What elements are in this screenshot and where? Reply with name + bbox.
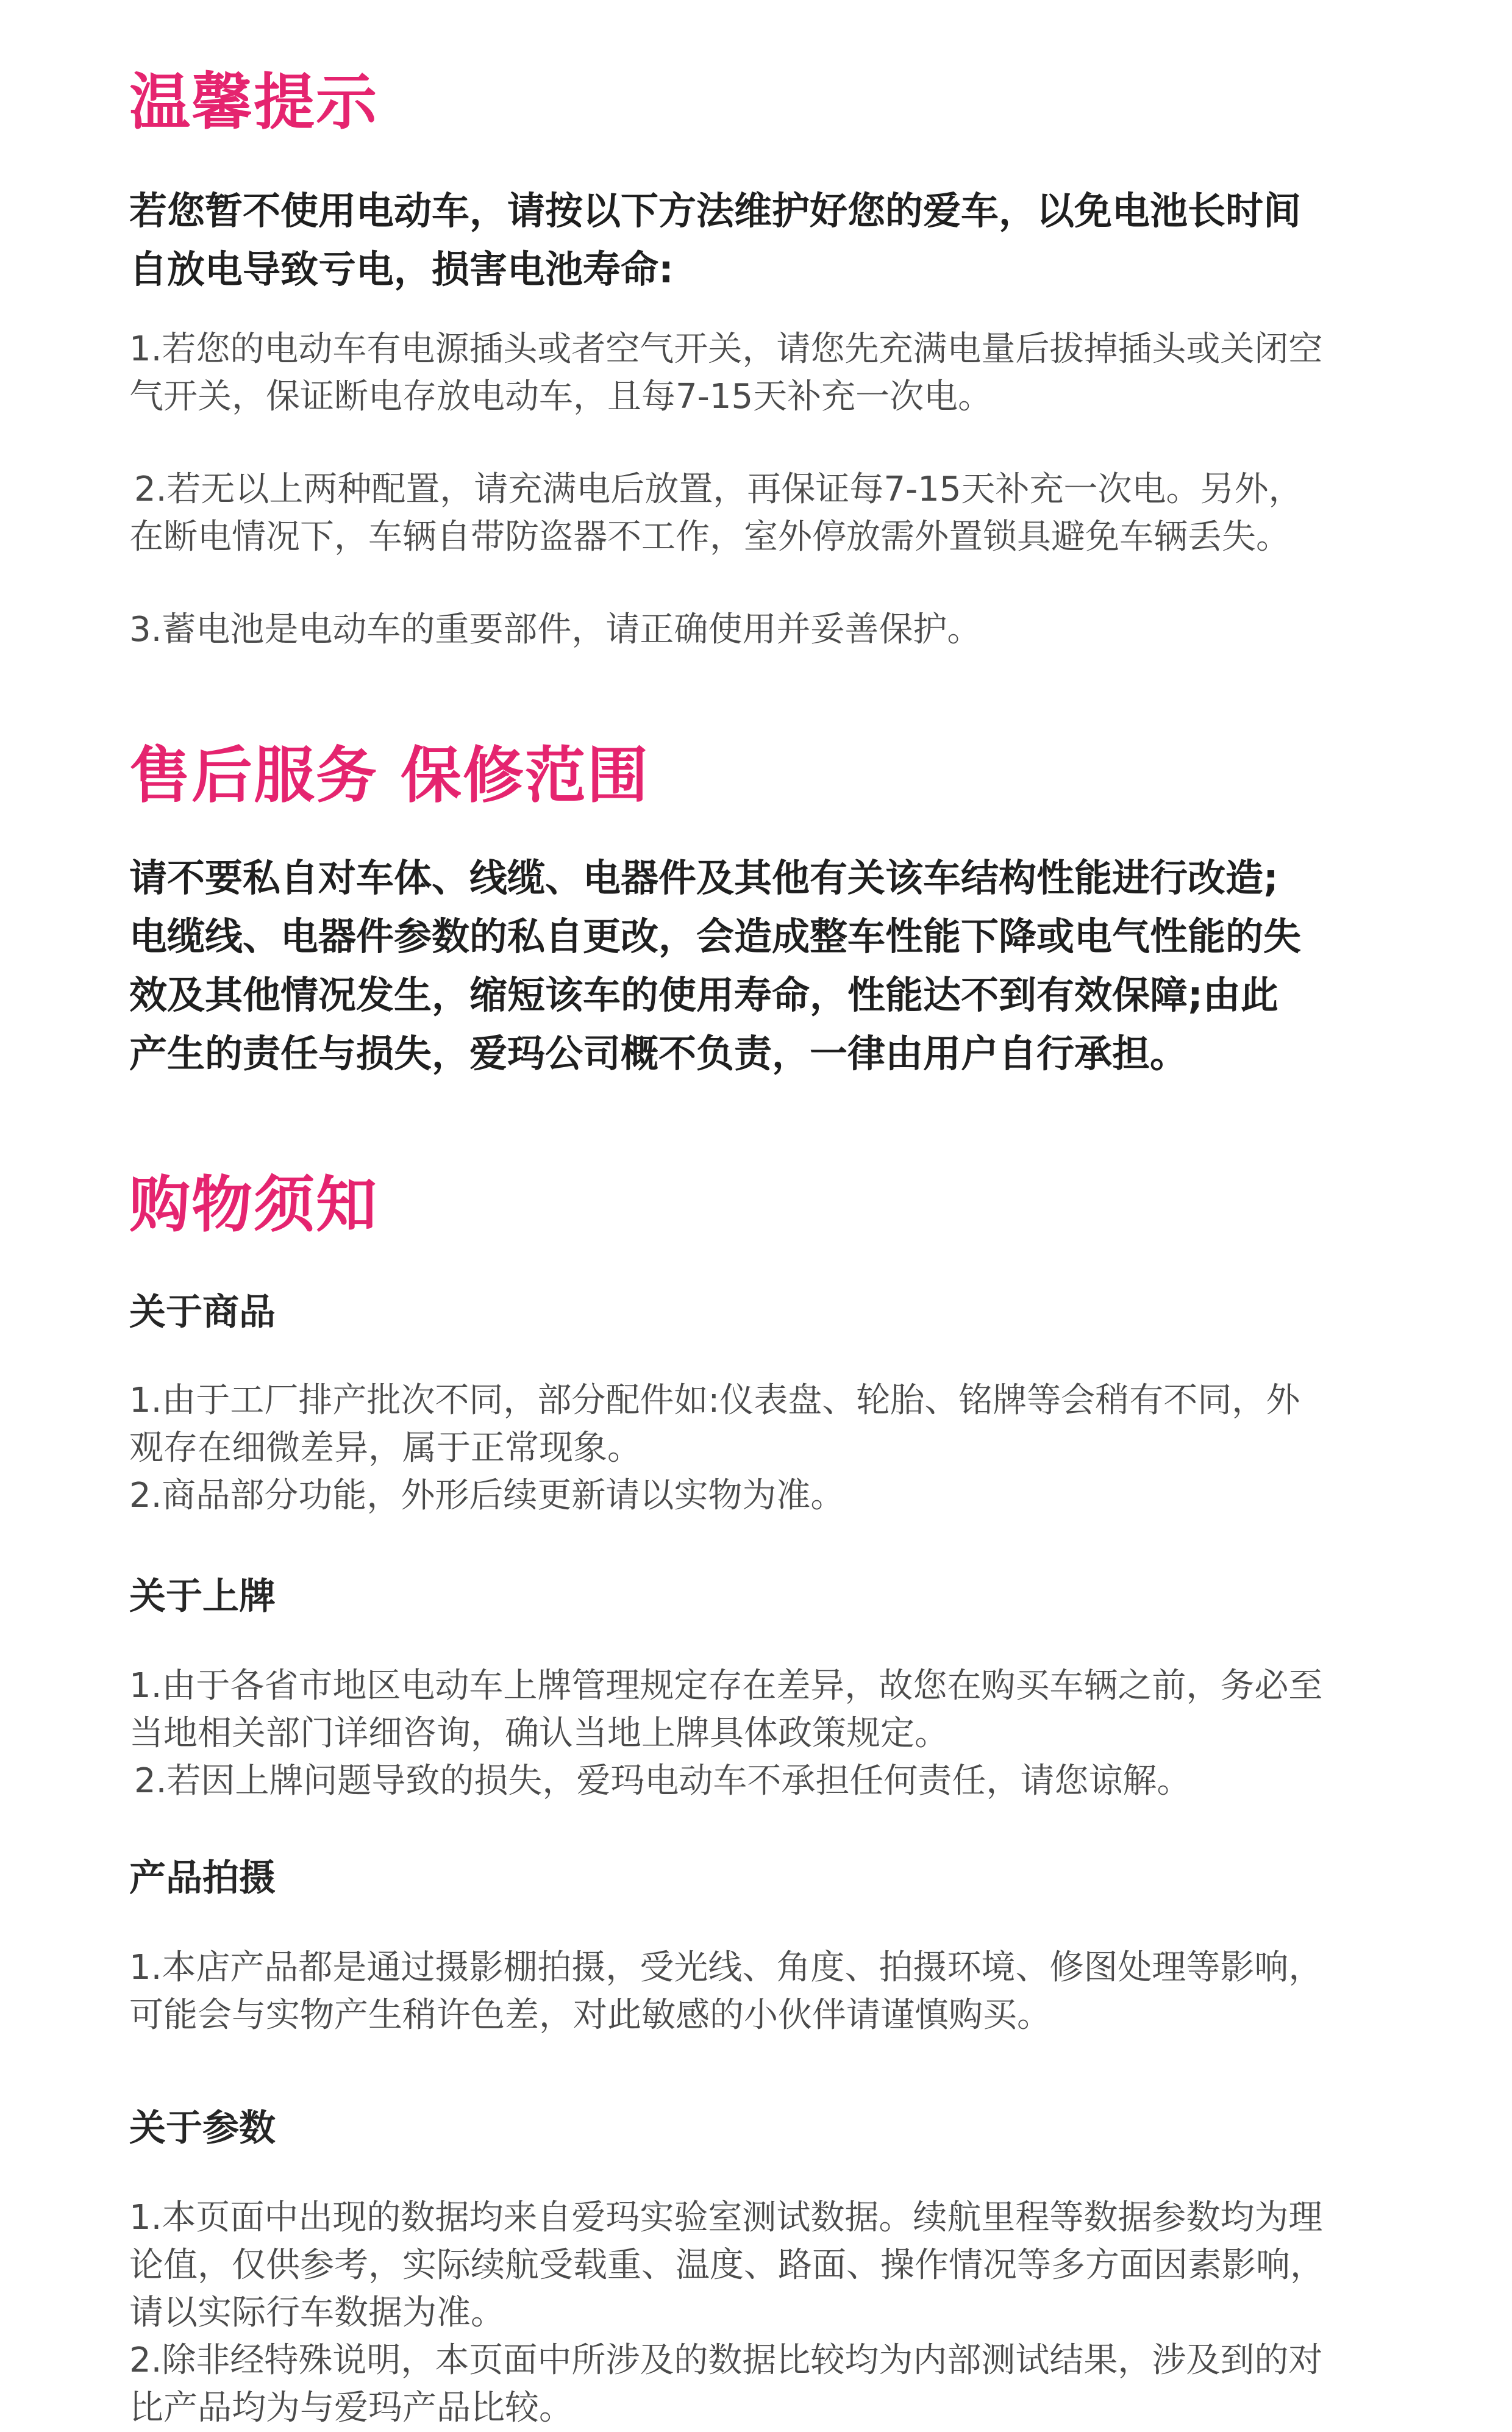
- tips-p2-line: 在断电情况下，车辆自带防盗器不工作，室外停放需外置锁具避免车辆丢失。: [129, 517, 1290, 557]
- plate-line: 当地相关部门详细咨询，确认当地上牌具体政策规定。: [129, 1714, 949, 1753]
- service-line: 电缆线、电器件参数的私自更改，会造成整车性能下降或电气性能的失: [129, 914, 1302, 959]
- service-line: 产生的责任与损失，爱玛公司概不负责，一律由用户自行承担。: [129, 1031, 1188, 1076]
- section-title-service: 售后服务 保修范围: [129, 740, 649, 811]
- plate-line: 2.若因上牌问题导致的损失，爱玛电动车不承担任何责任，请您谅解。: [134, 1761, 1191, 1801]
- tips-p1-line: 气开关，保证断电存放电动车，且每7-15天补充一次电。: [129, 377, 993, 417]
- params-line: 比产品均为与爱玛产品比较。: [129, 2388, 573, 2428]
- subheading-photo: 产品拍摄: [129, 1857, 276, 1900]
- photo-line: 可能会与实物产生稍许色差，对此敏感的小伙伴请谨慎购买。: [129, 1995, 1051, 2035]
- tips-paragraph-3: 3.蓄电池是电动车的重要部件，请正确使用并妥善保护。: [129, 610, 982, 649]
- params-line: 论值，仅供参考，实际续航受载重、温度、路面、操作情况等多方面因素影响，: [129, 2245, 1324, 2285]
- params-line: 2.除非经特殊说明，本页面中所涉及的数据比较均为内部测试结果，涉及到的对: [129, 2341, 1323, 2380]
- params-body: [129, 2194, 1384, 2432]
- goods-line: 2.商品部分功能，外形后续更新请以实物为准。: [129, 1476, 845, 1515]
- tips-paragraph-2: [129, 466, 1384, 561]
- service-line: 效及其他情况发生，缩短该车的使用寿命，性能达不到有效保障;由此: [129, 973, 1278, 1017]
- service-line: 请不要私自对车体、线缆、电器件及其他有关该车结构性能进行改造;: [129, 856, 1278, 900]
- subheading-plate: 关于上牌: [129, 1575, 276, 1618]
- tips-p1-line: 1.若您的电动车有电源插头或者空气开关，请您先充满电量后拔掉插头或关闭空: [129, 329, 1323, 369]
- params-line: 1.本页面中出现的数据均来自爱玛实验室测试数据。续航里程等数据参数均为理: [129, 2198, 1323, 2237]
- tips-intro-line: 若您暂不使用电动车，请按以下方法维护好您的爱车，以免电池长时间: [129, 188, 1302, 233]
- tips-intro: [129, 182, 1384, 299]
- photo-line: 1.本店产品都是通过摄影棚拍摄，受光线、角度、拍摄环境、修图处理等影响，: [129, 1948, 1323, 1987]
- tips-p2-line: 2.若无以上两种配置，请充满电后放置，再保证每7-15天补充一次电。另外，: [134, 470, 1303, 509]
- section-title-tips: 温馨提示: [129, 66, 378, 138]
- params-line: 请以实际行车数据为准。: [129, 2293, 505, 2333]
- goods-body: [129, 1377, 1384, 1520]
- plate-body: [129, 1662, 1384, 1805]
- goods-line: 1.由于工厂排产批次不同，部分配件如:仪表盘、轮胎、铭牌等会稍有不同，外: [129, 1381, 1300, 1420]
- tips-intro-line: 自放电导致亏电，损害电池寿命:: [129, 247, 674, 291]
- section-title-shopping: 购物须知: [129, 1169, 378, 1240]
- subheading-goods: 关于商品: [129, 1291, 276, 1334]
- page: [0, 66, 1512, 2428]
- plate-line: 1.由于各省市地区电动车上牌管理规定存在差异，故您在购买车辆之前，务必至: [129, 1666, 1323, 1706]
- subheading-params: 关于参数: [129, 2107, 276, 2150]
- tips-paragraph-1: [129, 326, 1384, 421]
- photo-body: [129, 1944, 1384, 2039]
- service-body: [129, 849, 1384, 1083]
- goods-line: 观存在细微差异，属于正常现象。: [129, 1428, 641, 1468]
